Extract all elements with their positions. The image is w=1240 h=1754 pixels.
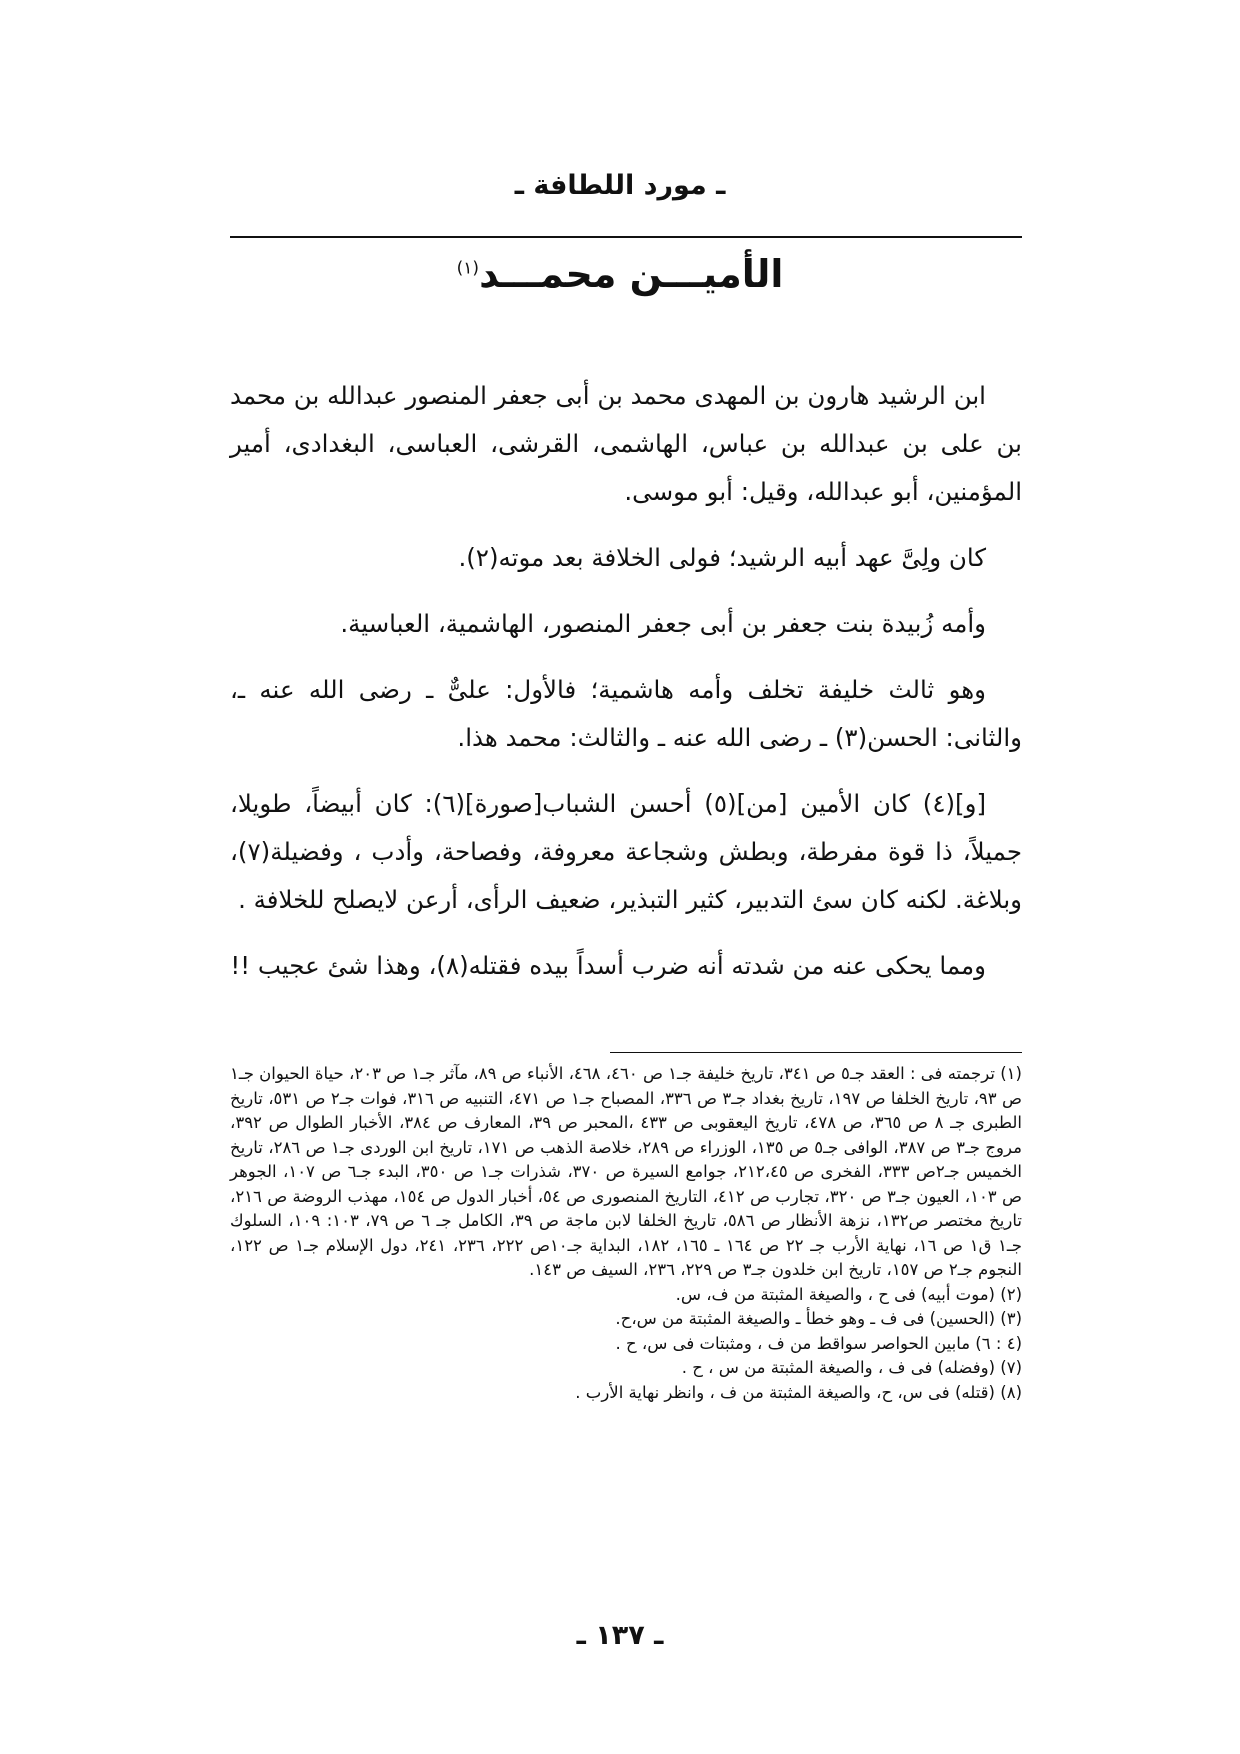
footnote-item: (٤ : ٦) مابين الحواصر سواقط من ف ، ومثبتات فى س، ح . [615, 1333, 1022, 1353]
body-paragraph: وهو ثالث خليفة تخلف وأمه هاشمية؛ فالأول: علىٌّ ـ رضى الله عنه ـ، والثانى: الحسن(٣) ـ رضى الله عنه ـ والثالث: محمد هذا. [230, 675, 1022, 752]
body-paragraph: ومما يحكى عنه من شدته أنه ضرب أسداً بيده فقتله(٨)، وهذا شئ عجيب !! [230, 951, 986, 980]
footnote-item: (١) ترجمته فى : العقد جـ٥ ص ٣٤١، تاريخ خليفة جـ١ ص ٤٦٠، ٤٦٨، الأنباء ص ٨٩، مآثر جـ١ ص ٢٠٣، حياة الحيوان جـ١ ص ٩٣، تاريخ الخلفا ص ١٩٧، تاريخ بغداد جـ٣ ص ٣٣٦، المصباح جـ١ ص ٤٧١، التنبيه ص ٣١٦، فوات جـ٢ ص ٥٣١، تاريخ الطبرى جـ ٨ ص ٣٦٥، ص ٤٧٨، تاريخ اليعقوبى ص ٤٣٣ ،المحبر ص ٣٩، المعارف ص ٣٨٤، الأخبار الطوال ص ٣٩٢، مروج جـ٣ ص ٣٨٧، الوافى جـ٥ ص ١٣٥، الوزراء ص ٢٨٩، خلاصة الذهب ص ١٧١، تاريخ ابن الوردى جـ١ ص ٢٨٦، تاريخ الخميس جـ٢ص ٣٣٣، الفخرى ص ٢١٢،٤٥، جوامع السيرة ص ٣٧٠، شذرات جـ١ ص ٣٥٠، البدء جـ٦ ص ١٠٧، الجوهر ص ١٠٣، العيون جـ٣ ص ٣٢٠، تجارب ص ٤١٢، التاريخ المنصورى ص ٥٤، أخبار الدول ص ١٥٤، مهذب الروضة ص ٢١٦، تاريخ مختصر ص١٣٢، نزهة الأنظار ص ٥٨٦، تاريخ الخلفا لابن ماجة ص ٣٩، الكامل جـ ٦ ص ٧٩، ١٠٣: ١٠٩، السلوك جـ١ ق١ ص ١٦، نهاية الأرب جـ ٢٢ ص ١٦٤ ـ ١٦٥، ١٨٢، البداية جـ١٠ص ٢٢٢، ٢٣٦، ٢٤١، دول الإسلام جـ١ ص ١٢٢، النجوم جـ٢ ص ١٥٧، تاريخ ابن خلدون جـ٣ ص ٢٢٩، ٢٣٦، السيف ص ١٤٣. [230, 1064, 1022, 1279]
body-paragraph: كان ولِىَّ عهد أبيه الرشيد؛ فولى الخلافة بعد موته(٢). [458, 543, 986, 572]
chapter-title [0, 252, 1240, 296]
chapter-title-text: الأميـــن محمـــد [479, 252, 784, 296]
footnote-item: (٧) (وفضله) فى ف ، والصيغة المثبتة من س ، ح . [681, 1358, 1022, 1377]
header-divider [230, 236, 1022, 238]
running-header: ـ مورد اللطافة ـ [514, 170, 726, 201]
page-number: ـ ١٣٧ ـ [576, 1620, 664, 1651]
footnotes [230, 1062, 1022, 1405]
footnote-item: (٨) (قتله) فى س، ح، والصيغة المثبتة من ف ، وانظر نهاية الأرب . [575, 1382, 1022, 1402]
body-paragraph: ابن الرشيد هارون بن المهدى محمد بن أبى جعفر المنصور عبدالله بن محمد بن على بن عبدالله بن عباس، الهاشمى، القرشى، العباسى، البغدادى، أمير المؤمنين، أبو عبدالله، وقيل: أبو موسى. [230, 381, 1022, 506]
body-paragraph: [و](٤) كان الأمين [من](٥) أحسن الشباب[صورة](٦): كان أبيضاً، طويلا، جميلاً، ذا قوة مفرطة، وبطش وشجاعة معروفة، وفصاحة، وأدب ، وفضيلة(٧)، وبلاغة. لكنه كان سئ التدبير، كثير التبذير، ضعيف الرأى، أرعن لايصلح للخلافة . [230, 789, 1022, 914]
title-note-ref: (١) [456, 258, 480, 279]
main-text [230, 372, 1022, 1008]
footnote-item: (٢) (موت أبيه) فى ح ، والصيغة المثبتة من ف، س. [675, 1284, 1022, 1304]
body-paragraph: وأمه زُبيدة بنت جعفر بن أبى جعفر المنصور، الهاشمية، العباسية. [340, 609, 986, 638]
footnote-divider [610, 1052, 1022, 1053]
footnote-item: (٣) (الحسين) فى ف ـ وهو خطأ ـ والصيغة المثبتة من س،ح. [615, 1309, 1022, 1328]
